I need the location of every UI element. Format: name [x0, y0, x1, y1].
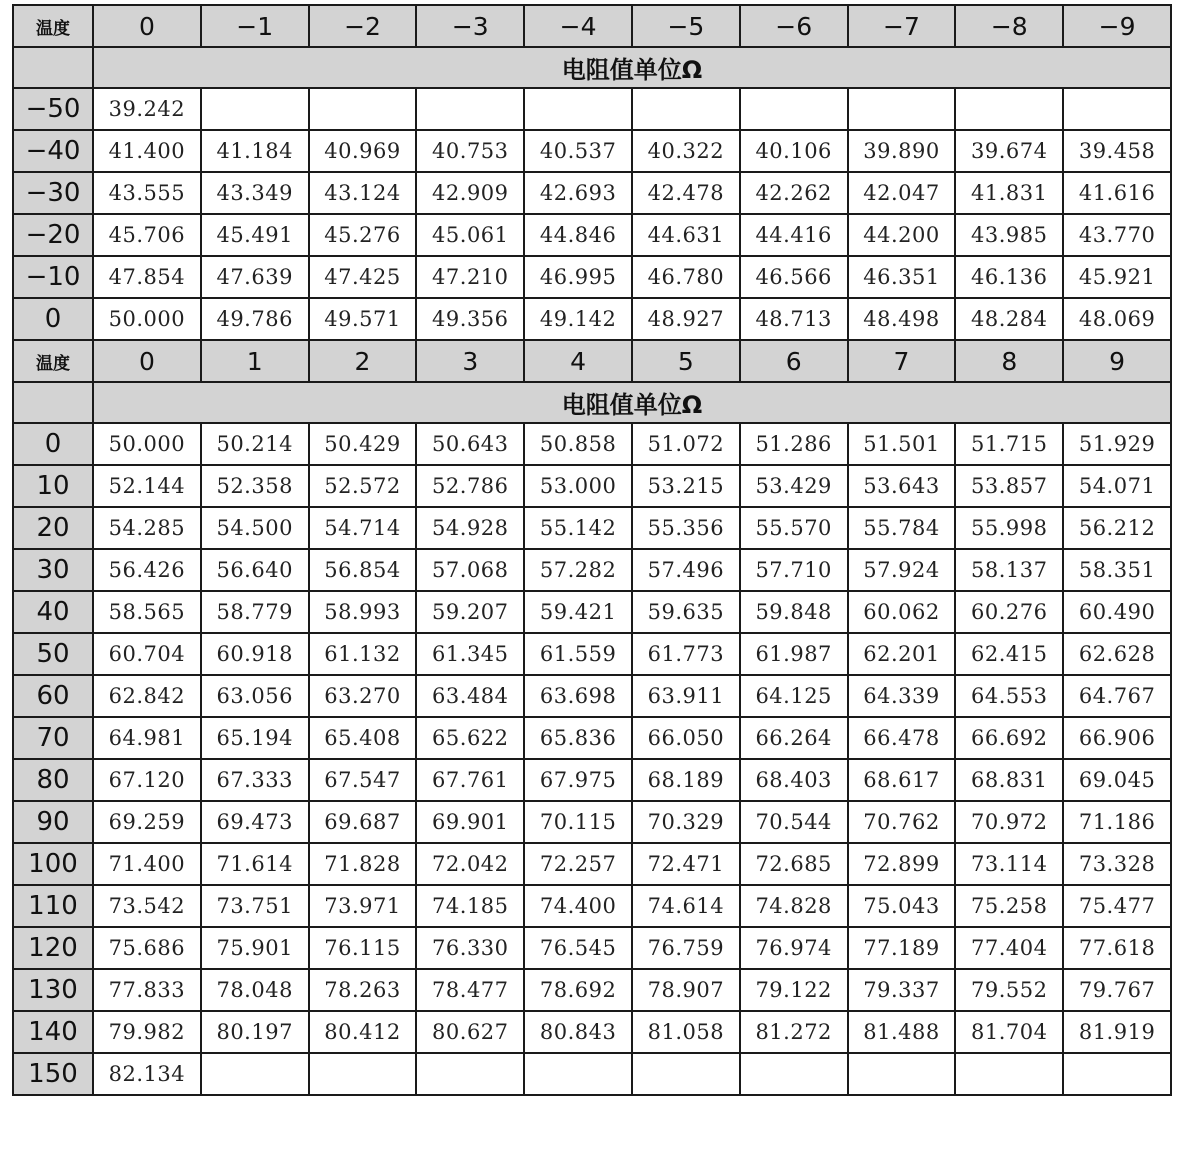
resistance-value: 51.715 [955, 423, 1063, 465]
resistance-value: 80.843 [524, 1011, 632, 1053]
resistance-value: 49.786 [201, 298, 309, 340]
resistance-value: 53.857 [955, 465, 1063, 507]
resistance-value: 72.257 [524, 843, 632, 885]
column-header: 1 [201, 340, 309, 382]
column-header: 4 [524, 340, 632, 382]
resistance-value: 67.975 [524, 759, 632, 801]
empty-cell [309, 88, 417, 130]
resistance-value: 74.828 [740, 885, 848, 927]
resistance-value: 66.478 [848, 717, 956, 759]
resistance-value: 60.918 [201, 633, 309, 675]
resistance-value: 80.627 [416, 1011, 524, 1053]
resistance-value: 43.124 [309, 172, 417, 214]
table-row [13, 88, 1171, 130]
column-header: −2 [309, 5, 417, 47]
resistance-value: 60.062 [848, 591, 956, 633]
resistance-value: 45.921 [1063, 256, 1171, 298]
resistance-value: 39.242 [93, 88, 201, 130]
table-row [13, 256, 1171, 298]
resistance-value: 66.050 [632, 717, 740, 759]
resistance-value: 66.264 [740, 717, 848, 759]
resistance-value: 48.713 [740, 298, 848, 340]
temperature-cell: 50 [13, 633, 93, 675]
unit-row-blank [13, 382, 93, 423]
resistance-value: 78.907 [632, 969, 740, 1011]
resistance-value: 43.349 [201, 172, 309, 214]
resistance-value: 81.919 [1063, 1011, 1171, 1053]
resistance-value: 57.710 [740, 549, 848, 591]
resistance-value: 45.276 [309, 214, 417, 256]
resistance-value: 56.640 [201, 549, 309, 591]
empty-cell [740, 1053, 848, 1095]
resistance-value: 41.831 [955, 172, 1063, 214]
resistance-value: 46.995 [524, 256, 632, 298]
resistance-value: 42.262 [740, 172, 848, 214]
resistance-value: 75.686 [93, 927, 201, 969]
resistance-value: 56.212 [1063, 507, 1171, 549]
temperature-cell: 100 [13, 843, 93, 885]
resistance-value: 45.706 [93, 214, 201, 256]
resistance-value: 67.120 [93, 759, 201, 801]
column-header: 7 [848, 340, 956, 382]
resistance-value: 62.842 [93, 675, 201, 717]
temperature-cell: 40 [13, 591, 93, 633]
temperature-cell: 70 [13, 717, 93, 759]
resistance-value: 58.137 [955, 549, 1063, 591]
temperature-cell: 20 [13, 507, 93, 549]
resistance-value: 77.189 [848, 927, 956, 969]
resistance-value: 40.106 [740, 130, 848, 172]
resistance-value: 65.194 [201, 717, 309, 759]
column-header: 3 [416, 340, 524, 382]
resistance-value: 52.144 [93, 465, 201, 507]
resistance-value: 48.069 [1063, 298, 1171, 340]
resistance-value: 81.704 [955, 1011, 1063, 1053]
resistance-value: 73.542 [93, 885, 201, 927]
resistance-value: 53.643 [848, 465, 956, 507]
resistance-value: 64.981 [93, 717, 201, 759]
resistance-value: 41.184 [201, 130, 309, 172]
empty-cell [1063, 1053, 1171, 1095]
resistance-value: 40.753 [416, 130, 524, 172]
resistance-value: 68.189 [632, 759, 740, 801]
unit-row [13, 47, 1171, 88]
table-row [13, 759, 1171, 801]
resistance-value: 61.345 [416, 633, 524, 675]
resistance-value: 73.328 [1063, 843, 1171, 885]
resistance-value: 69.259 [93, 801, 201, 843]
resistance-value: 58.779 [201, 591, 309, 633]
resistance-value: 59.207 [416, 591, 524, 633]
resistance-value: 81.488 [848, 1011, 956, 1053]
resistance-value: 82.134 [93, 1053, 201, 1095]
resistance-value: 44.200 [848, 214, 956, 256]
resistance-value: 72.685 [740, 843, 848, 885]
resistance-value: 48.284 [955, 298, 1063, 340]
resistance-value: 58.351 [1063, 549, 1171, 591]
resistance-value: 42.693 [524, 172, 632, 214]
resistance-value: 49.356 [416, 298, 524, 340]
resistance-value: 76.115 [309, 927, 417, 969]
empty-cell [416, 1053, 524, 1095]
column-header: −1 [201, 5, 309, 47]
resistance-value: 46.566 [740, 256, 848, 298]
resistance-value: 47.425 [309, 256, 417, 298]
resistance-value: 75.901 [201, 927, 309, 969]
column-header: 6 [740, 340, 848, 382]
resistance-value: 42.909 [416, 172, 524, 214]
resistance-value: 62.628 [1063, 633, 1171, 675]
temperature-cell: −10 [13, 256, 93, 298]
resistance-value: 50.000 [93, 423, 201, 465]
resistance-value: 53.429 [740, 465, 848, 507]
table-row [13, 423, 1171, 465]
resistance-value: 71.614 [201, 843, 309, 885]
resistance-value: 73.971 [309, 885, 417, 927]
resistance-value: 75.477 [1063, 885, 1171, 927]
resistance-value: 68.831 [955, 759, 1063, 801]
resistance-value: 67.333 [201, 759, 309, 801]
resistance-value: 79.122 [740, 969, 848, 1011]
resistance-value: 58.565 [93, 591, 201, 633]
resistance-value: 45.491 [201, 214, 309, 256]
empty-cell [632, 1053, 740, 1095]
table-row [13, 1053, 1171, 1095]
resistance-value: 66.692 [955, 717, 1063, 759]
resistance-value: 72.899 [848, 843, 956, 885]
column-header: −5 [632, 5, 740, 47]
resistance-value: 81.272 [740, 1011, 848, 1053]
resistance-value: 73.114 [955, 843, 1063, 885]
resistance-value: 56.854 [309, 549, 417, 591]
resistance-value: 43.555 [93, 172, 201, 214]
resistance-value: 52.572 [309, 465, 417, 507]
column-header: −4 [524, 5, 632, 47]
table-row [13, 549, 1171, 591]
resistance-value: 52.786 [416, 465, 524, 507]
resistance-value: 70.115 [524, 801, 632, 843]
resistance-value: 63.270 [309, 675, 417, 717]
resistance-value: 76.330 [416, 927, 524, 969]
temperature-cell: 60 [13, 675, 93, 717]
empty-cell [848, 1053, 956, 1095]
temperature-cell: 90 [13, 801, 93, 843]
resistance-value: 78.263 [309, 969, 417, 1011]
temperature-cell: 0 [13, 423, 93, 465]
resistance-value: 61.773 [632, 633, 740, 675]
resistance-value: 50.643 [416, 423, 524, 465]
column-header: 9 [1063, 340, 1171, 382]
temperature-cell: −20 [13, 214, 93, 256]
resistance-value: 42.047 [848, 172, 956, 214]
resistance-value: 53.215 [632, 465, 740, 507]
resistance-value: 74.400 [524, 885, 632, 927]
resistance-value: 78.477 [416, 969, 524, 1011]
resistance-value: 51.929 [1063, 423, 1171, 465]
temperature-cell: 30 [13, 549, 93, 591]
resistance-value: 71.828 [309, 843, 417, 885]
resistance-value: 64.339 [848, 675, 956, 717]
resistance-value: 54.285 [93, 507, 201, 549]
resistance-value: 79.767 [1063, 969, 1171, 1011]
temperature-cell: 110 [13, 885, 93, 927]
empty-cell [524, 88, 632, 130]
resistance-value: 79.337 [848, 969, 956, 1011]
temperature-header: 温度 [13, 5, 93, 47]
empty-cell [524, 1053, 632, 1095]
table-row [13, 172, 1171, 214]
resistance-value: 73.751 [201, 885, 309, 927]
resistance-value: 55.784 [848, 507, 956, 549]
resistance-value: 41.400 [93, 130, 201, 172]
resistance-value: 57.496 [632, 549, 740, 591]
resistance-value: 69.045 [1063, 759, 1171, 801]
resistance-value: 50.214 [201, 423, 309, 465]
resistance-value: 65.408 [309, 717, 417, 759]
resistance-value: 65.622 [416, 717, 524, 759]
resistance-value: 76.974 [740, 927, 848, 969]
resistance-value: 80.197 [201, 1011, 309, 1053]
resistance-value: 70.329 [632, 801, 740, 843]
resistance-value: 78.048 [201, 969, 309, 1011]
resistance-value: 50.858 [524, 423, 632, 465]
resistance-value: 61.987 [740, 633, 848, 675]
empty-cell [416, 88, 524, 130]
resistance-value: 63.698 [524, 675, 632, 717]
resistance-value: 61.559 [524, 633, 632, 675]
resistance-value: 68.617 [848, 759, 956, 801]
table-row [13, 1011, 1171, 1053]
table-row [13, 130, 1171, 172]
resistance-value: 70.972 [955, 801, 1063, 843]
resistance-value: 46.780 [632, 256, 740, 298]
resistance-value: 68.403 [740, 759, 848, 801]
temperature-cell: 150 [13, 1053, 93, 1095]
resistance-value: 57.282 [524, 549, 632, 591]
resistance-value: 55.142 [524, 507, 632, 549]
unit-row [13, 382, 1171, 423]
resistance-value: 39.890 [848, 130, 956, 172]
resistance-value: 56.426 [93, 549, 201, 591]
column-header: 8 [955, 340, 1063, 382]
column-header: 2 [309, 340, 417, 382]
resistance-value: 51.501 [848, 423, 956, 465]
resistance-value: 61.132 [309, 633, 417, 675]
unit-row-blank [13, 47, 93, 88]
resistance-value: 60.490 [1063, 591, 1171, 633]
resistance-value: 62.415 [955, 633, 1063, 675]
resistance-value: 65.836 [524, 717, 632, 759]
resistance-value: 39.674 [955, 130, 1063, 172]
resistance-value: 54.500 [201, 507, 309, 549]
empty-cell [632, 88, 740, 130]
resistance-value: 48.927 [632, 298, 740, 340]
resistance-value: 79.982 [93, 1011, 201, 1053]
resistance-value: 44.846 [524, 214, 632, 256]
table-row [13, 465, 1171, 507]
table-row [13, 214, 1171, 256]
temperature-cell: 0 [13, 298, 93, 340]
resistance-value: 44.416 [740, 214, 848, 256]
resistance-value: 77.618 [1063, 927, 1171, 969]
temperature-cell: 10 [13, 465, 93, 507]
resistance-value: 47.639 [201, 256, 309, 298]
resistance-value: 77.833 [93, 969, 201, 1011]
resistance-value: 69.473 [201, 801, 309, 843]
resistance-value: 43.770 [1063, 214, 1171, 256]
empty-cell [201, 1053, 309, 1095]
resistance-value: 64.767 [1063, 675, 1171, 717]
resistance-value: 81.058 [632, 1011, 740, 1053]
table-row [13, 843, 1171, 885]
resistance-value: 49.571 [309, 298, 417, 340]
resistance-value: 44.631 [632, 214, 740, 256]
resistance-value: 52.358 [201, 465, 309, 507]
temperature-cell: 130 [13, 969, 93, 1011]
table-row [13, 591, 1171, 633]
resistance-value: 45.061 [416, 214, 524, 256]
resistance-value: 60.276 [955, 591, 1063, 633]
resistance-value: 43.985 [955, 214, 1063, 256]
resistance-value: 54.714 [309, 507, 417, 549]
resistance-value: 59.635 [632, 591, 740, 633]
resistance-value: 55.570 [740, 507, 848, 549]
resistance-value: 42.478 [632, 172, 740, 214]
column-header: −9 [1063, 5, 1171, 47]
resistance-value: 54.928 [416, 507, 524, 549]
table-row [13, 969, 1171, 1011]
column-header: −8 [955, 5, 1063, 47]
resistance-value: 67.761 [416, 759, 524, 801]
resistance-value: 48.498 [848, 298, 956, 340]
resistance-value: 51.286 [740, 423, 848, 465]
table-row [13, 675, 1171, 717]
table-row [13, 885, 1171, 927]
column-header: 0 [93, 340, 201, 382]
resistance-value: 69.901 [416, 801, 524, 843]
empty-cell [309, 1053, 417, 1095]
resistance-value: 57.068 [416, 549, 524, 591]
resistance-value: 41.616 [1063, 172, 1171, 214]
unit-label: 电阻值单位Ω [93, 47, 1171, 88]
resistance-value: 78.692 [524, 969, 632, 1011]
column-header: −3 [416, 5, 524, 47]
resistance-value: 55.356 [632, 507, 740, 549]
resistance-value: 40.537 [524, 130, 632, 172]
resistance-value: 79.552 [955, 969, 1063, 1011]
header-row [13, 5, 1171, 47]
temperature-header: 温度 [13, 340, 93, 382]
resistance-value: 63.484 [416, 675, 524, 717]
resistance-value: 72.042 [416, 843, 524, 885]
resistance-value: 47.210 [416, 256, 524, 298]
resistance-value: 40.969 [309, 130, 417, 172]
empty-cell [955, 1053, 1063, 1095]
empty-cell [1063, 88, 1171, 130]
column-header: −6 [740, 5, 848, 47]
resistance-value: 69.687 [309, 801, 417, 843]
column-header: −7 [848, 5, 956, 47]
resistance-value: 51.072 [632, 423, 740, 465]
resistance-value: 55.998 [955, 507, 1063, 549]
resistance-value: 57.924 [848, 549, 956, 591]
resistance-value: 80.412 [309, 1011, 417, 1053]
empty-cell [848, 88, 956, 130]
temperature-cell: 80 [13, 759, 93, 801]
resistance-value: 50.000 [93, 298, 201, 340]
table-row [13, 801, 1171, 843]
resistance-value: 63.056 [201, 675, 309, 717]
resistance-value: 70.762 [848, 801, 956, 843]
resistance-value: 71.400 [93, 843, 201, 885]
resistance-value: 58.993 [309, 591, 417, 633]
resistance-value: 64.553 [955, 675, 1063, 717]
resistance-value: 54.071 [1063, 465, 1171, 507]
resistance-value: 75.258 [955, 885, 1063, 927]
table-row [13, 633, 1171, 675]
resistance-value: 40.322 [632, 130, 740, 172]
empty-cell [740, 88, 848, 130]
resistance-value: 53.000 [524, 465, 632, 507]
resistance-value: 60.704 [93, 633, 201, 675]
resistance-value: 72.471 [632, 843, 740, 885]
resistance-value: 63.911 [632, 675, 740, 717]
column-header: 5 [632, 340, 740, 382]
temperature-cell: 120 [13, 927, 93, 969]
empty-cell [955, 88, 1063, 130]
resistance-value: 76.759 [632, 927, 740, 969]
table-row [13, 507, 1171, 549]
temperature-cell: −50 [13, 88, 93, 130]
resistance-value: 49.142 [524, 298, 632, 340]
resistance-value: 62.201 [848, 633, 956, 675]
resistance-table [12, 4, 1172, 1096]
resistance-value: 75.043 [848, 885, 956, 927]
table-row [13, 717, 1171, 759]
unit-label: 电阻值单位Ω [93, 382, 1171, 423]
resistance-value: 46.136 [955, 256, 1063, 298]
resistance-value: 64.125 [740, 675, 848, 717]
resistance-value: 74.614 [632, 885, 740, 927]
resistance-value: 47.854 [93, 256, 201, 298]
header-row [13, 340, 1171, 382]
resistance-value: 77.404 [955, 927, 1063, 969]
temperature-cell: 140 [13, 1011, 93, 1053]
resistance-value: 59.848 [740, 591, 848, 633]
empty-cell [201, 88, 309, 130]
resistance-value: 66.906 [1063, 717, 1171, 759]
table-row [13, 927, 1171, 969]
resistance-value: 70.544 [740, 801, 848, 843]
table-row [13, 298, 1171, 340]
resistance-value: 50.429 [309, 423, 417, 465]
resistance-value: 71.186 [1063, 801, 1171, 843]
resistance-value: 74.185 [416, 885, 524, 927]
temperature-cell: −40 [13, 130, 93, 172]
resistance-value: 39.458 [1063, 130, 1171, 172]
column-header: 0 [93, 5, 201, 47]
temperature-cell: −30 [13, 172, 93, 214]
resistance-value: 67.547 [309, 759, 417, 801]
resistance-value: 76.545 [524, 927, 632, 969]
resistance-value: 59.421 [524, 591, 632, 633]
resistance-value: 46.351 [848, 256, 956, 298]
